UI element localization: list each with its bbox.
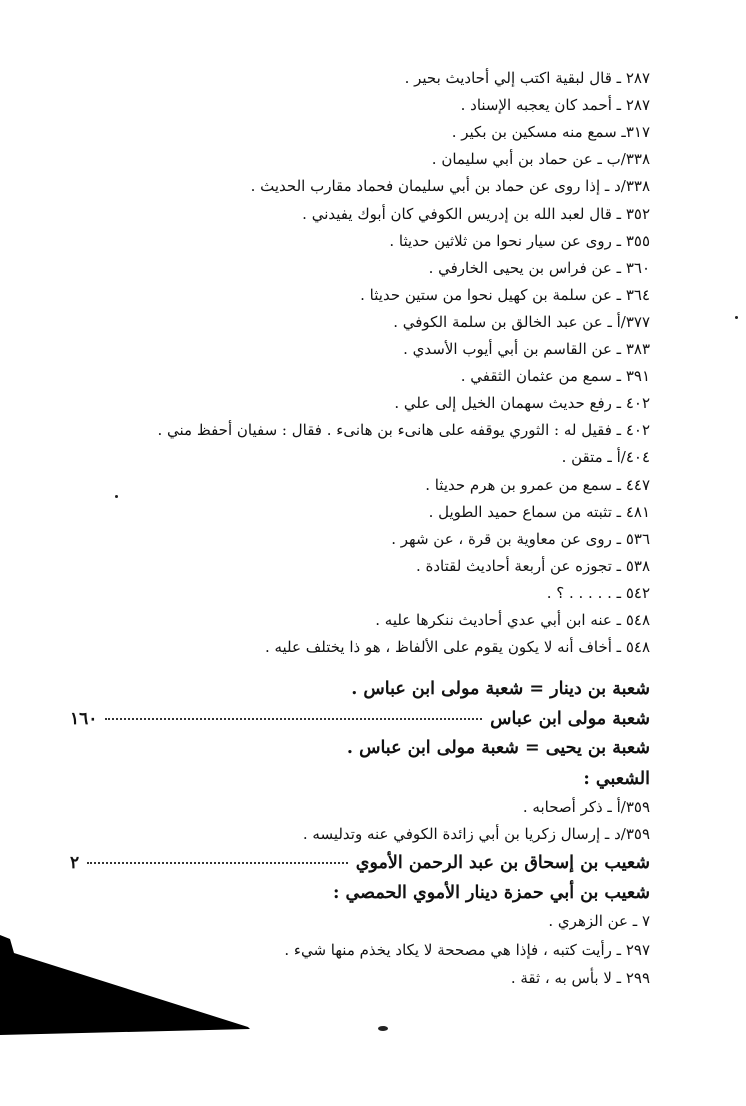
- entry-line: ٢٨٧ ـ قال لبقية اكتب إلي أحاديث بحير .: [404, 69, 650, 87]
- heading-text: شعيب بن إسحاق بن عبد الرحمن الأموي: [355, 853, 650, 873]
- entry-line: ٥٣٨ ـ تجوزه عن أربعة أحاديث لقتادة .: [415, 556, 650, 575]
- scan-speck: [115, 495, 118, 498]
- entry-line: ٣٥٢ ـ قال لعبد الله بن إدريس الكوفي كان أبوك يفيدني .: [302, 204, 650, 223]
- heading-text: شعبة مولى ابن عباس: [490, 709, 650, 729]
- page-reference: ١٦٠: [70, 709, 98, 729]
- heading-shuba-ibn-yahya: شعبة بن يحيى = شعبة مولى ابن عباس .: [346, 738, 650, 758]
- entry-line: ٣٧٧/أ ـ عن عبد الخالق بن سلمة الكوفي .: [393, 312, 650, 331]
- entry-line: ٤٠٢ ـ رفع حديث سهمان الخيل إلى علي .: [394, 394, 650, 413]
- scan-speck: [378, 1026, 388, 1031]
- entry-line: ٢٨٧ ـ أحمد كان يعجبه الإسناد .: [460, 96, 650, 115]
- entry-line: ٣٣٨/د ـ إذا روى عن حماد بن أبي سليمان فحماد مقارب الحديث .: [250, 177, 650, 196]
- entry-line: ٥٤٢ ـ . . . . . ؟ .: [546, 583, 650, 602]
- entry-line: ٣٥٥ ـ روى عن سيار نحوا من ثلاثين حديثا .: [389, 231, 650, 250]
- entry-line: ٣٥٩/د ـ إرسال زكريا بن أبي زائدة الكوفي عنه وتدليسه .: [302, 825, 650, 843]
- entry-line: ٣٦٠ ـ عن فراس بن يحيى الخارفي .: [428, 258, 650, 277]
- entry-line: ٤٨١ ـ تثبته من سماع حميد الطويل .: [428, 502, 650, 521]
- heading-shuba-ibn-dinar: شعبة بن دينار = شعبة مولى ابن عباس .: [351, 679, 650, 699]
- scan-speck: [735, 316, 738, 319]
- heading-shuba-mawla: [70, 706, 650, 732]
- entry-line: ٤٠٤/أ ـ متقن .: [561, 448, 650, 467]
- entry-line: ٢٩٧ ـ رأيت كتبه ، فإذا هي مصححة لا يكاد يخذم منها شيء .: [284, 940, 650, 959]
- entry-line: ٣٩١ ـ سمع من عثمان الثقفي .: [460, 367, 650, 386]
- heading-al-shabi: الشعبي :: [583, 769, 650, 789]
- dot-leader: [87, 862, 348, 864]
- heading-shuayb-ibn-abi-hamza: شعيب بن أبي حمزة دينار الأموي الحمصي :: [333, 883, 650, 903]
- page-reference: ٢: [70, 853, 80, 873]
- entry-line: ٣٣٨/ب ـ عن حماد بن أبي سليمان .: [431, 150, 650, 169]
- scan-shadow-wedge: [0, 935, 250, 1035]
- dot-leader: [105, 718, 482, 720]
- entry-line: ٣٨٣ ـ عن القاسم بن أبي أيوب الأسدي .: [403, 340, 650, 358]
- entry-line: ٥٤٨ ـ عنه ابن أبي عدي أحاديث ننكرها عليه .: [375, 611, 650, 629]
- entry-line: ٥٤٨ ـ أخاف أنه لا يكون يقوم على الألفاظ ، هو ذا يختلف عليه .: [264, 638, 650, 657]
- entry-line: ٣٦٤ ـ عن سلمة بن كهيل نحوا من ستين حديثا .: [360, 285, 650, 304]
- entry-line: ٣١٧ـ سمع منه مسكين بن بكير .: [451, 123, 650, 142]
- heading-shuayb-ibn-ishaq: [70, 850, 650, 876]
- entry-line: ٧ ـ عن الزهري .: [548, 912, 650, 930]
- entry-line: ٤٤٧ ـ سمع من عمرو بن هرم حديثا .: [425, 475, 650, 494]
- entry-line: ٤٠٢ ـ فقيل له : الثوري يوقفه على هانىء بن هانىء . فقال : سفيان أحفظ مني .: [157, 421, 650, 440]
- entry-line: ٢٩٩ ـ لا بأس به ، ثقة .: [510, 969, 650, 987]
- entry-line: ٥٣٦ ـ روى عن معاوية بن قرة ، عن شهر .: [391, 529, 650, 548]
- entry-line: ٣٥٩/أ ـ ذكر أصحابه .: [522, 798, 650, 816]
